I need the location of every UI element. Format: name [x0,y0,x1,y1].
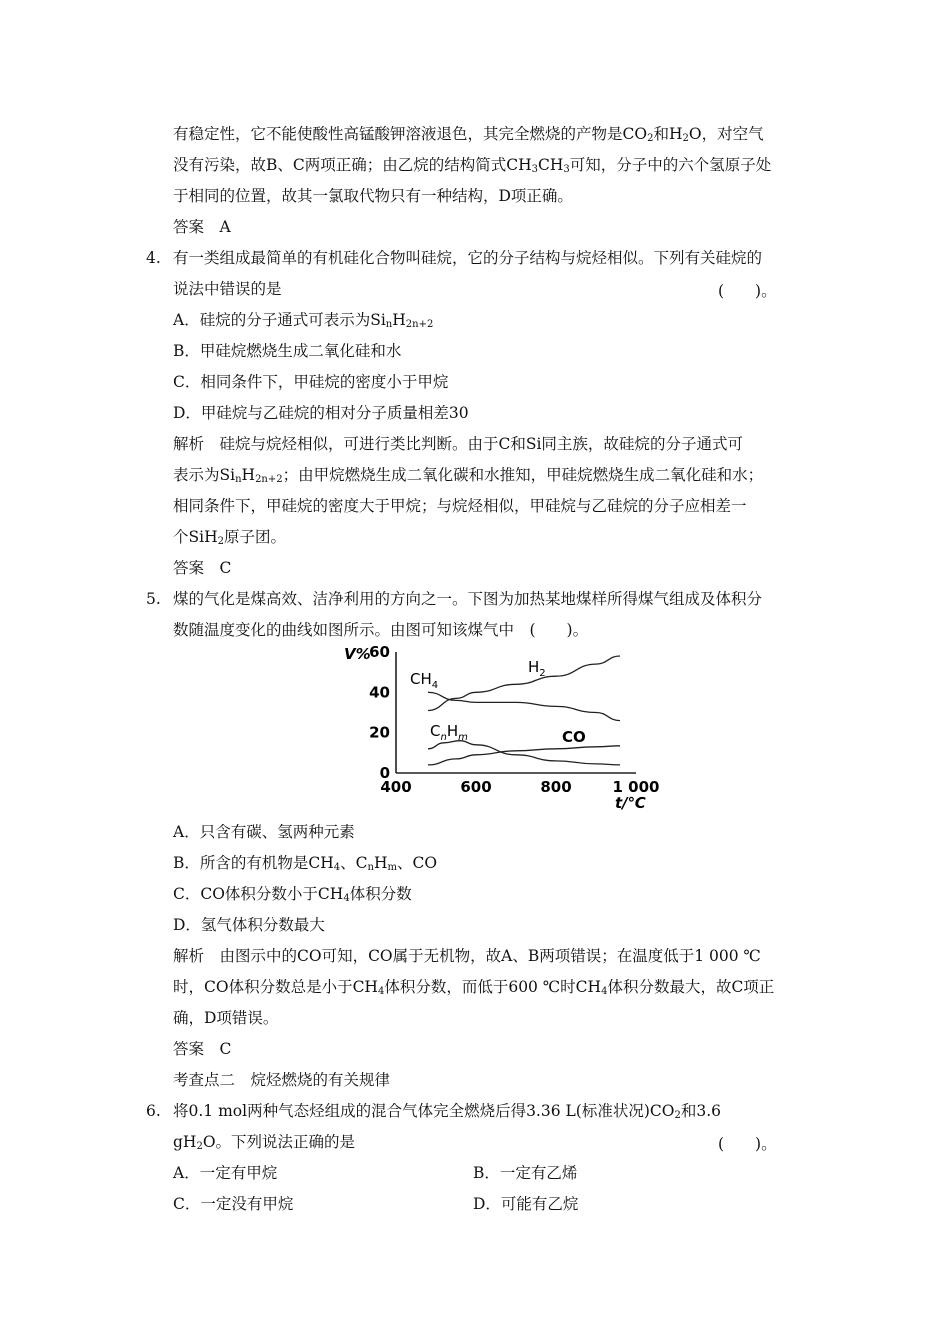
q4-explanation-line4: 个SiH$_2$原子团。 [173,528,286,547]
q6-option-d: D．可能有乙烷 [473,1195,579,1213]
q5-option-a: A．只含有碳、氢两种元素 [173,823,355,841]
x-tick-label: 800 [540,778,572,796]
q5-option-b: B．所含的有机物是$CH_4$、$C_nH_m$、CO [173,854,438,873]
series-label-h2: $H_2$ [528,658,546,679]
q4-answer-blank: ( )。 [718,282,777,300]
y-tick-label: 0 [379,764,390,782]
q4-answer: 答案 C [173,559,232,577]
q5-explanation-line2: 时，CO体积分数总是小于$CH_4$体积分数，而低于600 ℃时$CH_4$体积分数最大，故C项正 [173,978,775,997]
q3-explanation-line2: 没有污染，故B、C两项正确；由乙烷的结构简式$CH_3CH_3$可知，分子中的六个氢原子处 [173,156,772,175]
q4-option-b: B．甲硅烷燃烧生成二氧化硅和水 [173,342,402,360]
q5-stem-line1: 煤的气化是煤高效、洁净利用的方向之一。下图为加热某地煤样所得煤气组成及体积分 [173,590,763,608]
q4-option-a: A．硅烷的分子通式可表示为$Si_nH_{2n+2}$ [173,311,434,330]
q6-stem-line2: $gH_2O$。下列说法正确的是 [173,1133,356,1152]
q3-explanation-line1: 有稳定性，它不能使酸性高锰酸钾溶液退色，其完全燃烧的产物是$CO_2$和$H_2O$，对空气 [173,125,764,144]
q4-explanation-line2: 表示为$Si_nH_{2n+2}$；由甲烷燃烧生成二氧化碳和水推知，甲硅烷燃烧生成二氧化硅和水； [173,466,764,485]
q4-option-c: C．相同条件下，甲硅烷的密度小于甲烷 [173,373,449,391]
series-line-cnhm [428,741,620,765]
q4-stem-line1: 有一类组成最简单的有机硅化合物叫硅烷，它的分子结构与烷烃相似。下列有关硅烷的 [173,249,763,267]
x-tick-label: 1 000 [612,778,660,796]
x-axis-label: t/℃ [615,794,646,812]
section-heading: 考查点二 烷烃燃烧的有关规律 [173,1071,391,1089]
y-tick-label: 60 [369,643,390,661]
series-label-ch4: $CH_4$ [410,670,439,691]
q4-number: 4. [146,249,161,267]
y-tick-label: 20 [369,723,390,742]
q4-option-d: D．甲硅烷与乙硅烷的相对分子质量相差30 [173,404,469,422]
gas-composition-chart [340,642,660,814]
q6-stem-line1: 将0.1 mol两种气态烃组成的混合气体完全燃烧后得3.36 L(标准状况)$CO_2$和3.6 [173,1102,721,1121]
q5-option-c: C．CO体积分数小于$CH_4$体积分数 [173,885,412,904]
q4-stem-line2: 说法中错误的是 [173,280,282,298]
x-tick-label: 400 [380,778,412,796]
q3-explanation-line3: 于相同的位置，故其一氯取代物只有一种结构，D项正确。 [173,187,573,205]
q6-answer-blank: ( )。 [718,1135,777,1153]
q5-option-d: D．氢气体积分数最大 [173,916,325,934]
q5-answer: 答案 C [173,1040,232,1058]
y-axis-label: V% [344,645,371,663]
x-tick-label: 600 [460,778,492,796]
y-tick-label: 40 [369,683,390,702]
q5-explanation-line1: 解析 由图示中的CO可知，CO属于无机物，故A、B两项错误；在温度低于1 000 ℃ [173,947,761,965]
series-line-ch4 [428,692,620,720]
series-label-co: CO [562,728,586,746]
q4-explanation-line3: 相同条件下，甲硅烷的密度大于甲烷；与烷烃相似，甲硅烷与乙硅烷的分子应相差一 [173,497,747,515]
q6-option-c: C．一定没有甲烷 [173,1195,294,1213]
q5-stem-line2: 数随温度变化的曲线如图所示。由图可知该煤气中 ( )。 [173,621,589,639]
q3-answer: 答案 A [173,218,231,236]
q6-option-a: A．一定有甲烷 [173,1164,278,1182]
q5-explanation-line3: 确，D项错误。 [173,1009,279,1027]
q6-option-b: B．一定有乙烯 [473,1164,578,1182]
q6-number: 6. [146,1102,161,1120]
q5-number: 5. [146,590,161,608]
series-label-cnhm: $C_nH_m$ [430,722,468,743]
q4-explanation-line1: 解析 硅烷与烷烃相似，可进行类比判断。由于C和Si同主族，故硅烷的分子通式可 [173,435,743,453]
